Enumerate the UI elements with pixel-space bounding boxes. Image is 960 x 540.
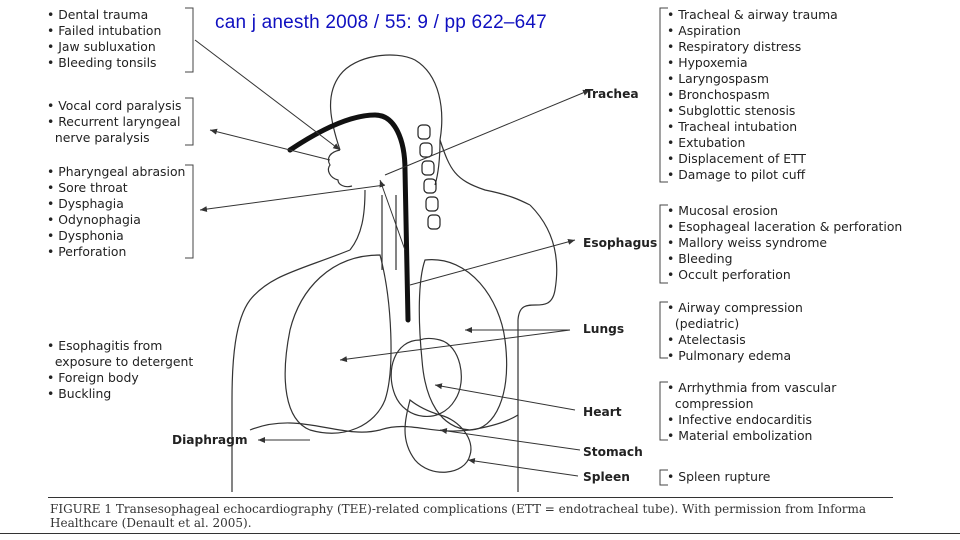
heart-shape: [391, 339, 461, 417]
diaphragm-shape: [250, 415, 518, 432]
label-diaphragm: Diaphragm: [172, 433, 248, 447]
list-item: • Material embolization: [667, 428, 836, 444]
list-item: • Extubation: [667, 135, 838, 151]
list-item: • Tracheal intubation: [667, 119, 838, 135]
caption-line-2: Healthcare (Denault et al. 2005).: [50, 516, 252, 530]
stomach-shape: [405, 400, 471, 472]
label-lungs: Lungs: [583, 322, 625, 336]
list-item: • Perforation: [47, 244, 185, 260]
list-item: • Failed intubation: [47, 23, 161, 39]
arrow-lungs-2: [340, 330, 570, 360]
face-profile: [328, 150, 352, 187]
right-group-3: [667, 300, 803, 364]
list-item: • Foreign body: [47, 370, 193, 386]
list-item: • Esophagitis from: [47, 338, 193, 354]
list-item: • Respiratory distress: [667, 39, 838, 55]
shoulder-left: [232, 250, 350, 492]
label-stomach: Stomach: [583, 445, 643, 459]
list-item: • Laryngospasm: [667, 71, 838, 87]
list-item: • Buckling: [47, 386, 193, 402]
list-item: • Pharyngeal abrasion: [47, 164, 185, 180]
arrow-spleen: [468, 460, 578, 476]
arrow-left-3: [200, 185, 385, 210]
list-item: compression: [674, 396, 754, 411]
list-item: • Dental trauma: [47, 7, 161, 23]
tee-probe: [290, 115, 408, 320]
left-lung: [285, 255, 391, 433]
list-item: • Aspiration: [667, 23, 838, 39]
list-item: • Mucosal erosion: [667, 203, 902, 219]
list-item: • Bleeding tonsils: [47, 55, 161, 71]
caption-rule: [48, 497, 893, 498]
list-item: • Jaw subluxation: [47, 39, 161, 55]
list-item: • Vocal cord paralysis: [47, 98, 181, 114]
list-item: • Sore throat: [47, 180, 185, 196]
list-item: nerve paralysis: [54, 130, 150, 145]
list-item: • Subglottic stenosis: [667, 103, 838, 119]
list-item: • Damage to pilot cuff: [667, 167, 838, 183]
list-item: (pediatric): [674, 316, 740, 331]
list-item: • Esophageal laceration & perforation: [667, 219, 902, 235]
left-group-4: [47, 338, 193, 402]
list-item: • Odynophagia: [47, 212, 185, 228]
citation-header: can j anesth 2008 / 55: 9 / pp 622–647: [215, 12, 547, 33]
right-group-1: [667, 7, 838, 183]
bracket-left-2: [185, 98, 193, 145]
left-group-1: [47, 7, 161, 71]
list-item: • Dysphagia: [47, 196, 185, 212]
shoulder-right: [518, 205, 557, 492]
neck-right: [440, 140, 530, 205]
arrow-left-4: [380, 180, 405, 250]
bottom-rule: [0, 533, 960, 534]
list-item: • Displacement of ETT: [667, 151, 838, 167]
bracket-left-3: [185, 165, 193, 258]
list-item: • Dysphonia: [47, 228, 185, 244]
list-item: • Spleen rupture: [667, 469, 770, 485]
list-item: • Occult perforation: [667, 267, 902, 283]
label-trachea: Trachea: [585, 87, 639, 101]
neck-left: [350, 190, 365, 250]
list-item: • Mallory weiss syndrome: [667, 235, 902, 251]
list-item: • Arrhythmia from vascular: [667, 380, 836, 396]
caption-line-1: FIGURE 1 Transesophageal echocardiography (TEE)-related complications (ETT = endotracheal tube). With permission from Informa: [50, 502, 867, 516]
figure-caption: [50, 502, 900, 530]
list-item: • Atelectasis: [667, 332, 803, 348]
label-spleen: Spleen: [583, 470, 630, 484]
arrow-stomach: [440, 430, 580, 450]
left-group-2: [47, 98, 181, 146]
list-item: • Bleeding: [667, 251, 902, 267]
bracket-left-1: [185, 8, 193, 72]
list-item: • Pulmonary edema: [667, 348, 803, 364]
list-item: • Recurrent laryngeal: [47, 114, 181, 130]
list-item: • Tracheal & airway trauma: [667, 7, 838, 23]
left-group-3: [47, 164, 185, 260]
list-item: • Hypoxemia: [667, 55, 838, 71]
right-group-4: [667, 380, 836, 444]
right-lung: [419, 260, 506, 430]
label-heart: Heart: [583, 405, 622, 419]
arrow-trachea: [385, 90, 590, 175]
arrow-left-1: [195, 40, 340, 150]
right-group-5: [667, 469, 770, 485]
right-group-2: [667, 203, 902, 283]
arrow-esophagus: [410, 240, 575, 285]
label-esophagus: Esophagus: [583, 236, 658, 250]
list-item: exposure to detergent: [54, 354, 194, 369]
list-item: • Infective endocarditis: [667, 412, 836, 428]
list-item: • Bronchospasm: [667, 87, 838, 103]
list-item: • Airway compression: [667, 300, 803, 316]
